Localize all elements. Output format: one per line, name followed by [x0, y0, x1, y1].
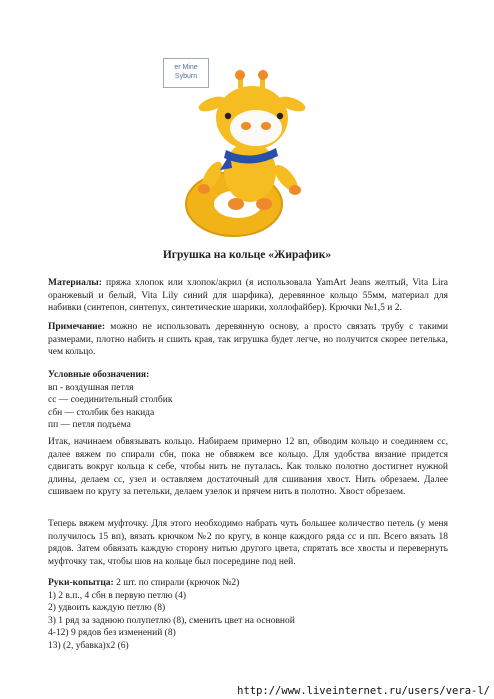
hands-label: Руки-копытца:	[48, 578, 114, 588]
note-text: можно не использовать деревянную основу, а просто связать трубу с такими размерами, плотно набить и сшить края, так игрушка будет легче, но получится скорее петелька, чем кольцо.	[48, 322, 448, 357]
legend-item: пп — петля подъема	[48, 420, 131, 430]
sleeve-instructions-paragraph: Теперь вяжем муфточку. Для этого необходимо набрать чуть большее количество петель (у меня получилось 15 вп), вязать крючком №2 по кругу, в конце каждого ряда сс и пп. Всего вязать 18 рядов. Затем обвязать каждую сторону нитью другого цвета, спрятать все хвосты и перевернуть муфточку так, чтобы шов на кольце был посередине под ней.	[48, 519, 448, 567]
note-label: Примечание:	[48, 322, 106, 332]
materials-paragraph	[48, 277, 448, 315]
legend-item: сбн — столбик без накида	[48, 407, 155, 418]
logo-line-2: Syburn	[174, 73, 198, 80]
hands-block	[48, 577, 448, 652]
materials-label: Материалы:	[48, 278, 102, 288]
legend-heading: Условные обозначения:	[48, 370, 150, 380]
hands-row: 13) (2, убавка)х2 (6)	[48, 640, 129, 651]
watermark-logo	[163, 58, 209, 88]
legend-block	[48, 369, 448, 432]
source-url-link[interactable]: http://www.liveinternet.ru/users/vera-l/	[237, 685, 490, 697]
ring-instructions-paragraph: Итак, начинаем обвязывать кольцо. Набираем примерно 12 вп, обводим кольцо и соединяем сс, далее вяжем по спирали сбн, пока не обвяжем все кольцо. Для удобства вязание придется сдвигать вокруг кольца к себе, чтобы нить не путалась. Как только полотно достигнет нужной длины, делаем сс, узел и оставляем достаточный для сшивания хвост. Нить обрезаем. Далее сшиваем по кругу за петельки, делаем узелок и прячем нить в полотно. Хвост обрезаем.	[48, 437, 448, 497]
hands-row: 2) удвоить каждую петлю (8)	[48, 603, 166, 613]
materials-text: пряжа хлопок или хлопок/акрил (я использовала YamArt Jeans желтый, Vita Lira оранжевый и белый, Vita Lily синий для шарфика), деревянное кольцо 55мм, материал для набивки (синтепон, синтепух, синтетические шарики, холлофайбер). Крючки №1,5 и 2.	[48, 278, 448, 313]
legend-item: сс — соединительный столбик	[48, 395, 173, 405]
logo-line-1: er Mine	[174, 64, 198, 71]
hands-row: 1) 2 в.п., 4 сбн в первую петлю (4)	[48, 590, 187, 601]
document-title: Игрушка на кольце «Жирафик»	[162, 249, 332, 261]
note-paragraph	[48, 321, 448, 359]
hands-row: 4-12) 9 рядов без изменений (8)	[48, 628, 176, 638]
legend-item: вп - воздушная петля	[48, 382, 134, 393]
hands-text: 2 шт. по спирали (крючок №2)	[113, 578, 240, 588]
hands-row: 3) 1 ряд за заднюю полупетлю (8), сменить цвет на основной	[48, 615, 295, 626]
